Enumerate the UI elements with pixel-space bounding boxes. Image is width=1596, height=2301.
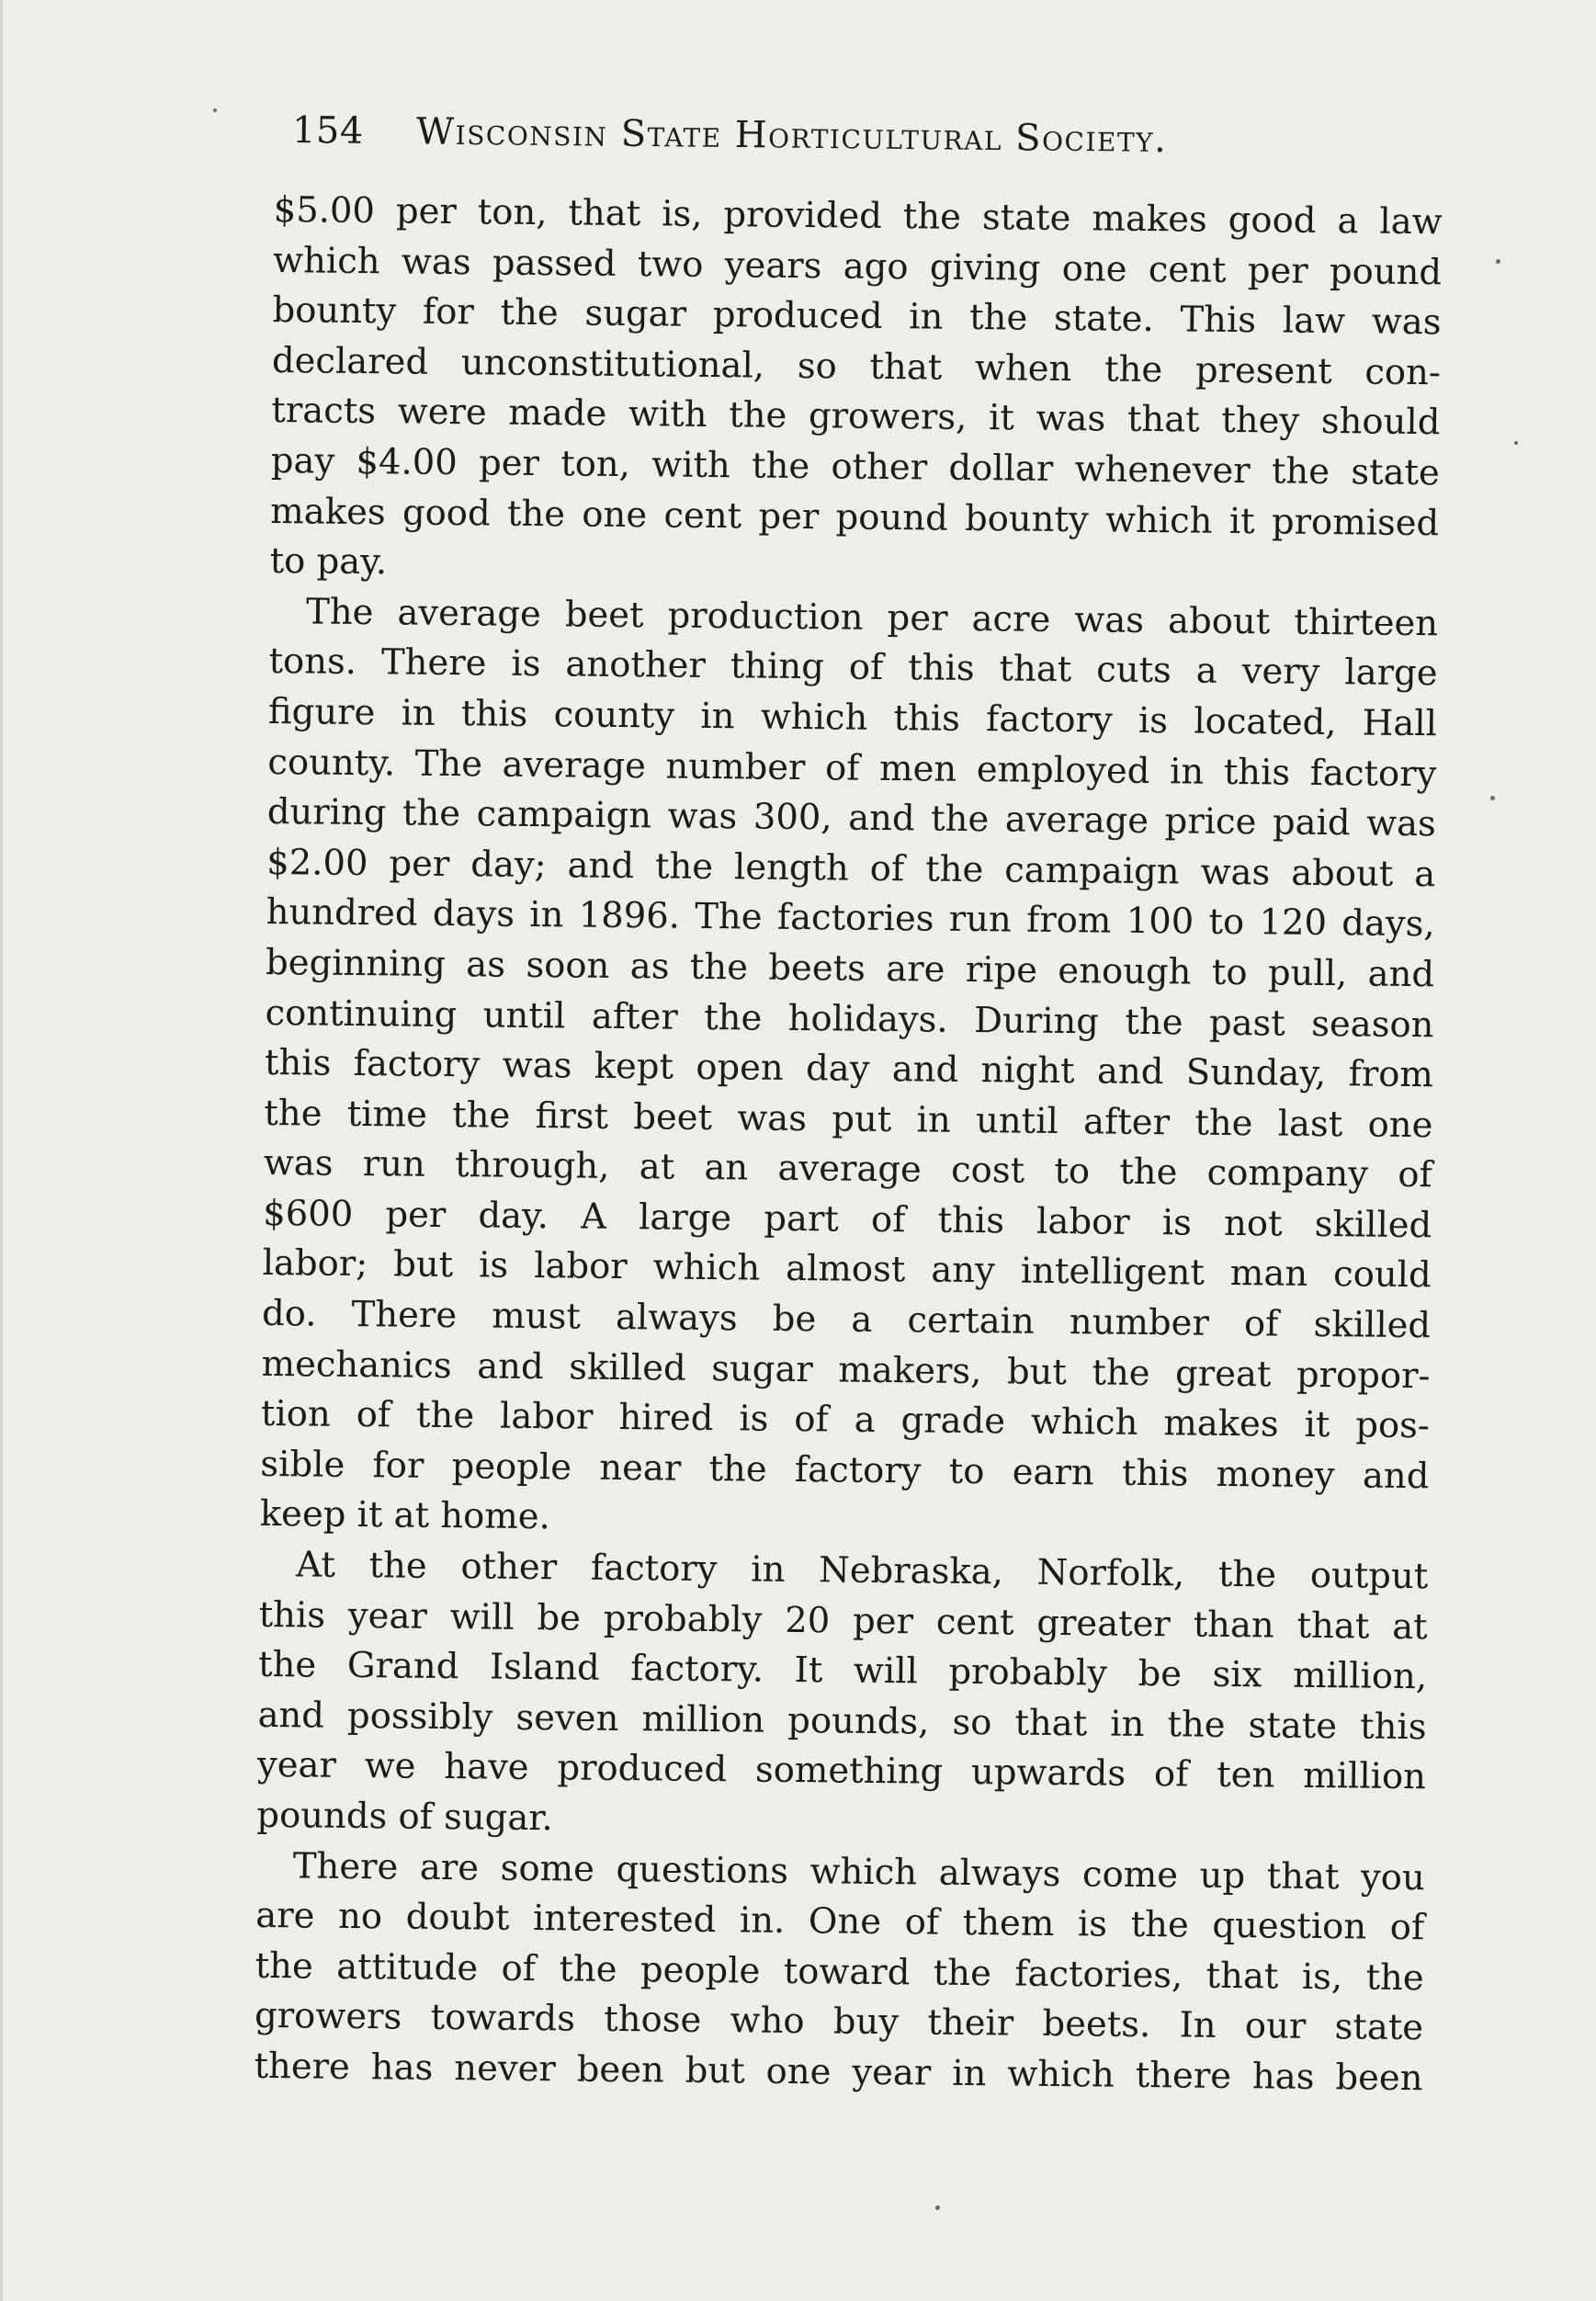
- text-line: there has never been but one year in which there has been: [254, 2045, 1423, 2100]
- text-line: $2.00 per day; and the length of the campaign was about a: [266, 841, 1436, 895]
- text-line: to pay.: [269, 540, 388, 584]
- text-line: this factory was kept open day and night and Sunday, from: [264, 1042, 1434, 1096]
- text-line: tons. There is another thing of this that cuts a very large: [268, 640, 1438, 695]
- text-line: was run through, at an average cost to the company of: [263, 1142, 1433, 1196]
- text-line: labor; but is labor which almost any intelligent man could: [262, 1242, 1432, 1297]
- text-line: $5.00 per ton, that is, provided the state makes good a law: [273, 188, 1443, 244]
- text-line: At the other factory in Nebraska, Norfolk, the output: [296, 1544, 1429, 1598]
- ink-speck: [1514, 441, 1518, 445]
- text-line: county. The average number of men employed in this factory: [267, 741, 1437, 795]
- text-line: figure in this county in which this factory is located, Hall: [267, 690, 1438, 745]
- text-line: tion of the labor hired is of a grade which makes it pos-: [260, 1393, 1431, 1447]
- text-line: bounty for the sugar produced in the state. This law was: [272, 289, 1442, 344]
- text-line: the attitude of the people toward the factories, that is, the: [255, 1944, 1424, 1999]
- text-line: declared unconstitutional, so that when the present con-: [271, 339, 1442, 394]
- text-line: $600 per day. A large part of this labor is not skilled: [263, 1192, 1432, 1247]
- text-line: sible for people near the factory to earn this money and: [260, 1443, 1430, 1498]
- text-line: growers towards those who buy their beets. In our state: [254, 1995, 1424, 2049]
- page-number: 154: [291, 109, 365, 153]
- paragraph-2: [260, 587, 1439, 1553]
- paragraph-3: [256, 1540, 1428, 1853]
- text-line: this year will be probably 20 per cent greater than that at: [258, 1593, 1428, 1648]
- body-text: [254, 186, 1443, 2104]
- ink-speck: [213, 108, 217, 112]
- text-line: There are some questions which always come up that you: [292, 1844, 1426, 1899]
- text-line: and possibly seven million pounds, so that in the state this: [257, 1694, 1427, 1749]
- ink-speck: [1496, 259, 1500, 264]
- paragraph-1: [269, 186, 1443, 599]
- text-line: which was passed two years ago giving one cent per pound: [272, 239, 1443, 293]
- text-line: makes good the one cent per pound bounty which it promised: [270, 490, 1440, 544]
- text-line: the Grand Island factory. It will probably be six million,: [257, 1644, 1428, 1698]
- text-line: mechanics and skilled sugar makers, but the great propor-: [261, 1343, 1431, 1397]
- text-line: year we have produced something upwards of ten million: [256, 1744, 1427, 1798]
- text-line: The average beet production per acre was about thirteen: [305, 591, 1439, 645]
- text-line: are no doubt interested in. One of them is the question of: [255, 1895, 1425, 1949]
- text-line: pay $4.00 per ton, with the other dollar whenever the state: [270, 439, 1441, 494]
- text-line: hundred days in 1896. The factories run from 100 to 120 days,: [266, 891, 1435, 946]
- text-line: continuing until after the holidays. During the past season: [265, 992, 1434, 1046]
- running-title: Wisconsin State Horticultural Society.: [415, 110, 1168, 161]
- page-gutter-shadow: [0, 0, 3, 2301]
- text-line: do. There must always be a certain number of skilled: [261, 1292, 1432, 1347]
- text-line: pounds of sugar.: [256, 1794, 553, 1840]
- ink-speck: [1490, 796, 1495, 800]
- text-line: during the campaign was 300, and the average price paid was: [266, 791, 1437, 845]
- page-header: [292, 103, 1442, 170]
- text-line: keep it at home.: [259, 1493, 551, 1538]
- text-line: the time the first beet was put in until after the last one: [264, 1092, 1433, 1146]
- paragraph-4: [254, 1841, 1425, 2103]
- ink-speck: [935, 2205, 940, 2210]
- text-line: beginning as soon as the beets are ripe enough to pull, and: [265, 941, 1435, 996]
- text-line: tracts were made with the growers, it was that they should: [271, 390, 1441, 444]
